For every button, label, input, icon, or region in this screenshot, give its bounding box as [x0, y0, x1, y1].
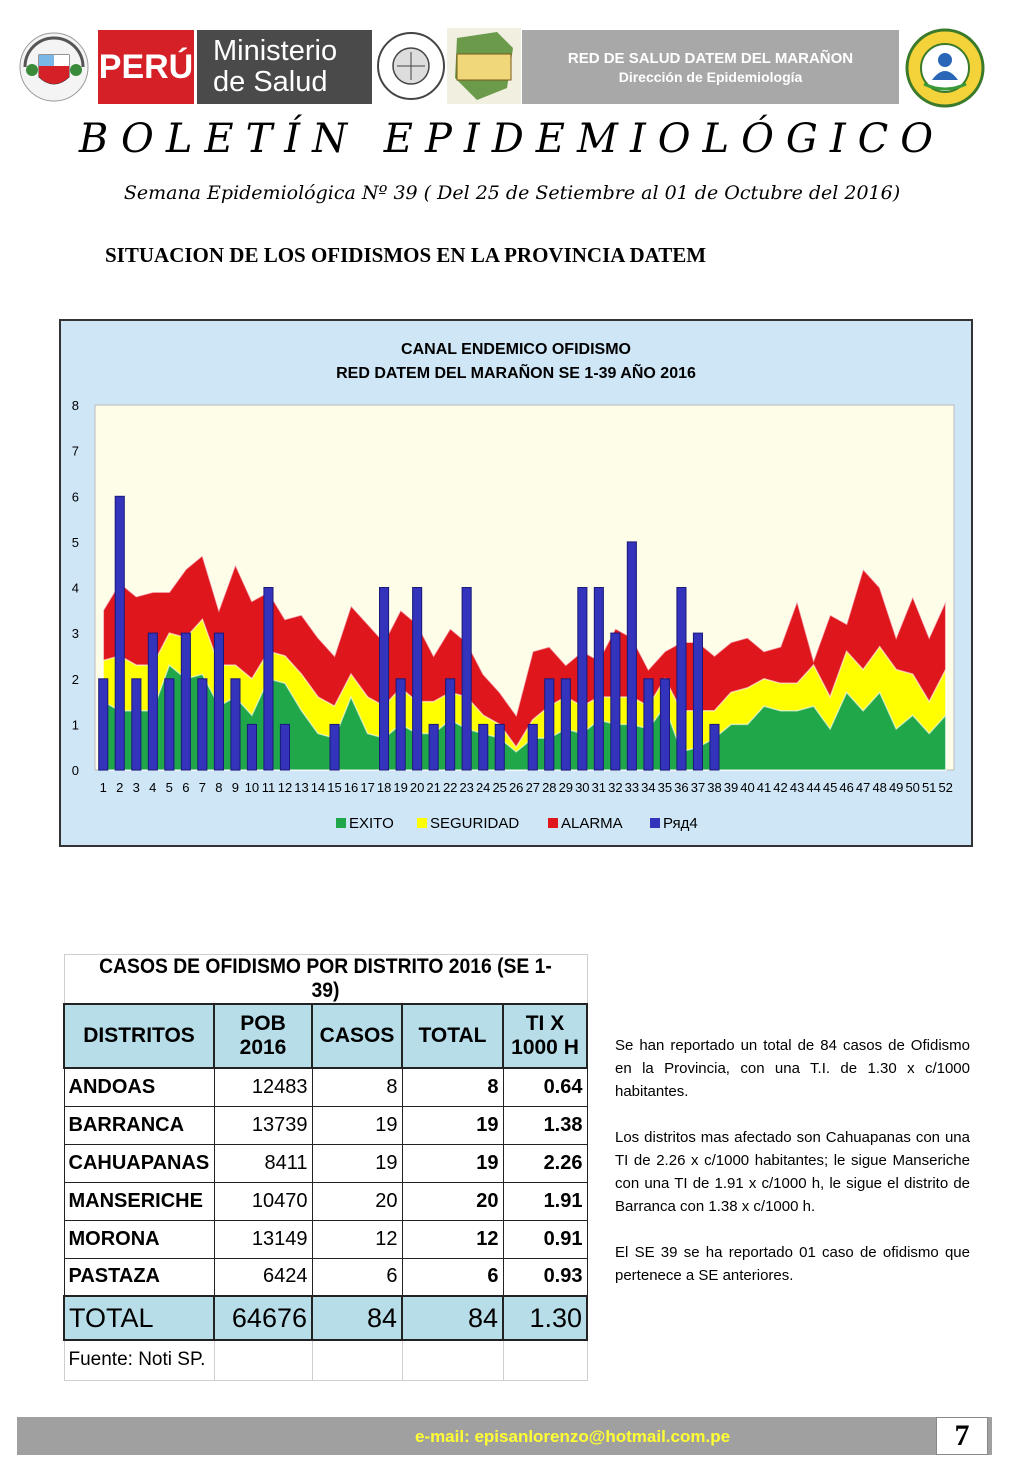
district-cases: 19: [312, 1144, 402, 1182]
table-row: [64, 1144, 587, 1182]
x-tick-label: 47: [855, 780, 871, 795]
peru-logo: [98, 30, 194, 104]
chart-legend: [336, 815, 698, 832]
legend-label: SEGURIDAD: [430, 815, 520, 832]
bar-week-6: [181, 633, 190, 770]
summary-text: [615, 1034, 970, 1310]
district-cases: 19: [312, 1106, 402, 1144]
district-cases: 8: [312, 1068, 402, 1106]
x-tick-label: 5: [165, 780, 173, 795]
district-pob: 8411: [214, 1144, 312, 1182]
x-tick-label: 35: [657, 780, 673, 795]
x-tick-label: 15: [327, 780, 342, 795]
y-tick-label: 1: [71, 717, 79, 733]
x-tick-label: 26: [508, 780, 524, 795]
legend-label: ALARMA: [561, 815, 623, 832]
bar-week-5: [165, 679, 174, 770]
legend-swatch: [417, 818, 427, 828]
bar-week-11: [264, 588, 273, 771]
district-pob: 13739: [214, 1106, 312, 1144]
summary-paragraph-2: Los distritos mas afectado son Cahuapanas con una TI de 2.26 x c/1000 habitantes; le sigue Manseriche con una TI de 1.91 x c/1000 h, le sigue el distrito de Barranca con 1.38 x c/1000 h.: [615, 1129, 970, 1215]
x-tick-label: 25: [492, 780, 507, 795]
bar-week-19: [396, 679, 405, 770]
x-tick-label: 42: [773, 780, 788, 795]
summary-paragraph-1: Se han reportado un total de 84 casos de Ofidismo en la Provincia, con una T.I. de 1.30 x c/1000 habitantes.: [615, 1037, 970, 1100]
x-tick-label: 12: [277, 780, 293, 795]
x-tick-label: 28: [542, 780, 557, 795]
table-row: [64, 1182, 587, 1220]
district-ti: 1.91: [503, 1182, 587, 1220]
x-tick-label: 29: [558, 780, 574, 795]
bar-week-37: [693, 633, 702, 770]
x-tick-label: 2: [116, 780, 124, 795]
district-name: PASTAZA: [64, 1258, 214, 1296]
district-total: 19: [402, 1106, 503, 1144]
ministry-logo: [197, 30, 372, 104]
district-name: MANSERICHE: [64, 1182, 214, 1220]
bar-week-30: [578, 588, 587, 771]
network-name: RED DE SALUD DATEM DEL MARAÑON: [567, 49, 854, 67]
district-name: ANDOAS: [64, 1068, 214, 1106]
district-cases: 12: [312, 1220, 402, 1258]
district-cases: 6: [312, 1258, 402, 1296]
table-total-row: [64, 1296, 587, 1340]
peru-coat-of-arms-icon: [14, 30, 94, 104]
x-tick-label: 51: [921, 780, 937, 795]
x-tick-label: 4: [149, 780, 157, 795]
ministry-line1: Ministerio: [213, 35, 338, 67]
bar-week-36: [677, 588, 686, 771]
chart-title-line2: RED DATEM DEL MARAÑON SE 1-39 AÑO 2016: [336, 365, 696, 382]
bar-week-31: [594, 588, 603, 771]
x-tick-label: 13: [294, 780, 309, 795]
district-ti: 0.64: [503, 1068, 587, 1106]
y-tick-label: 4: [71, 580, 79, 596]
bar-week-21: [429, 724, 438, 770]
x-tick-label: 41: [756, 780, 772, 795]
table-row: [64, 1220, 587, 1258]
x-tick-label: 45: [822, 780, 838, 795]
bar-week-23: [462, 588, 471, 771]
district-name: CAHUAPANAS: [64, 1144, 214, 1182]
district-total: 19: [402, 1144, 503, 1182]
x-tick-label: 43: [789, 780, 805, 795]
total-pob: 64676: [214, 1296, 312, 1340]
district-total: 8: [402, 1068, 503, 1106]
header-cases: CASOS: [312, 1004, 402, 1068]
bar-week-22: [446, 679, 455, 770]
bar-week-18: [380, 588, 389, 771]
bar-week-35: [660, 679, 669, 770]
district-pob: 10470: [214, 1182, 312, 1220]
x-tick-label: 6: [182, 780, 190, 795]
bulletin-subtitle: Semana Epidemiológica Nº 39 ( Del 25 de Setiembre al 01 de Octubre del 2016): [123, 182, 901, 204]
red-salud-datem-logo-icon: [904, 28, 986, 108]
bar-week-9: [231, 679, 240, 770]
x-tick-label: 44: [806, 780, 821, 795]
x-tick-label: 9: [231, 780, 240, 795]
x-tick-label: 18: [376, 780, 392, 795]
y-tick-label: 3: [71, 626, 79, 642]
bar-week-27: [528, 724, 537, 770]
x-tick-label: 48: [872, 780, 887, 795]
x-tick-label: 23: [459, 780, 474, 795]
district-pob: 6424: [214, 1258, 312, 1296]
bar-week-29: [561, 679, 570, 770]
total-cases: 84: [312, 1296, 402, 1340]
network-header-box: [522, 30, 899, 104]
x-tick-label: 11: [261, 780, 276, 795]
legend-swatch: [336, 818, 346, 828]
x-tick-label: 14: [310, 780, 326, 795]
peru-label: PERÚ: [98, 47, 194, 86]
x-tick-label: 1: [99, 780, 107, 795]
table-caption: CASOS DE OFIDISMO POR DISTRITO 2016 (SE 1-39): [85, 955, 566, 1005]
district-ti: 2.26: [503, 1144, 587, 1182]
district-total: 20: [402, 1182, 503, 1220]
x-tick-label: 19: [393, 780, 408, 795]
bar-week-15: [330, 724, 339, 770]
y-tick-label: 7: [71, 443, 79, 459]
bar-week-32: [611, 633, 620, 770]
bar-week-38: [710, 724, 719, 770]
bar-week-2: [115, 496, 124, 770]
ministry-line2: de Salud: [213, 66, 328, 98]
x-tick-label: 32: [608, 780, 623, 795]
total-label: TOTAL: [64, 1296, 214, 1340]
x-tick-label: 8: [215, 780, 223, 795]
x-tick-label: 31: [591, 780, 607, 795]
district-cases: 20: [312, 1182, 402, 1220]
bar-week-8: [214, 633, 223, 770]
x-tick-label: 20: [409, 780, 425, 795]
x-tick-label: 40: [740, 780, 755, 795]
table-row: [64, 1258, 587, 1296]
snakebite-cases-table: [63, 954, 588, 1381]
summary-paragraph-3: El SE 39 se ha reportado 01 caso de ofidismo que pertenece a SE anteriores.: [615, 1244, 970, 1284]
section-title: SITUACION DE LOS OFIDISMOS EN LA PROVINCIA DATEM: [105, 243, 707, 267]
x-tick-label: 30: [575, 780, 590, 795]
bar-week-10: [247, 724, 256, 770]
table-row: [64, 1106, 587, 1144]
header-total: TOTAL: [402, 1004, 503, 1068]
header-ti: TI X 1000 H: [503, 1004, 587, 1068]
x-tick-label: 24: [475, 780, 491, 795]
x-tick-label: 37: [690, 780, 706, 795]
x-tick-label: 52: [938, 780, 953, 795]
y-tick-label: 0: [71, 763, 79, 778]
district-ti: 0.91: [503, 1220, 587, 1258]
y-tick-label: 6: [71, 489, 79, 505]
x-tick-label: 16: [343, 780, 359, 795]
bar-week-20: [413, 588, 422, 771]
page-number: 7: [936, 1417, 988, 1455]
bar-week-3: [132, 679, 141, 770]
district-total: 6: [402, 1258, 503, 1296]
y-tick-label: 5: [71, 534, 79, 550]
bar-week-4: [148, 633, 157, 770]
dge-logo-icon: [447, 28, 521, 104]
y-tick-label: 2: [71, 671, 79, 687]
x-tick-label: 46: [839, 780, 854, 795]
district-name: MORONA: [64, 1220, 214, 1258]
legend-swatch: [548, 818, 558, 828]
x-tick-label: 38: [707, 780, 722, 795]
x-tick-label: 17: [360, 780, 375, 795]
district-ti: 0.93: [503, 1258, 587, 1296]
bar-week-33: [627, 542, 636, 770]
x-tick-label: 22: [442, 780, 458, 795]
x-tick-label: 27: [525, 780, 541, 795]
x-tick-label: 21: [426, 780, 441, 795]
legend-label: EXITO: [349, 815, 394, 832]
chart-title-line1: CANAL ENDEMICO OFIDISMO: [401, 341, 631, 358]
footer-email: e-mail: episanlorenzo@hotmail.com.pe: [414, 1427, 731, 1446]
district-name: BARRANCA: [64, 1106, 214, 1144]
legend-label: Ряд4: [663, 815, 698, 832]
x-tick-label: 34: [641, 780, 656, 795]
network-department: Dirección de Epidemiología: [618, 68, 803, 85]
district-pob: 13149: [214, 1220, 312, 1258]
x-tick-label: 39: [723, 780, 739, 795]
bar-week-7: [198, 679, 207, 770]
x-tick-label: 50: [905, 780, 920, 795]
x-tick-label: 49: [888, 780, 904, 795]
x-tick-label: 3: [132, 780, 140, 795]
bar-week-24: [479, 724, 488, 770]
y-tick-label: 8: [71, 398, 79, 413]
x-tick-label: 7: [198, 780, 207, 795]
district-total: 12: [402, 1220, 503, 1258]
endemic-channel-chart: [59, 319, 973, 847]
total-ti: 1.30: [503, 1296, 587, 1340]
header-pob: POB 2016: [214, 1004, 312, 1068]
legend-swatch: [650, 818, 660, 828]
bar-week-34: [644, 679, 653, 770]
bulletin-title: BOLETÍN EPIDEMIOLÓGICO: [78, 116, 946, 162]
renace-logo-icon: [375, 28, 447, 104]
district-ti: 1.38: [503, 1106, 587, 1144]
total-total: 84: [402, 1296, 503, 1340]
header-district: DISTRITOS: [64, 1004, 214, 1068]
bar-week-28: [545, 679, 554, 770]
table-row: [64, 1068, 587, 1106]
x-tick-label: 10: [244, 780, 260, 795]
table-source: Fuente: Noti SP.: [64, 1340, 214, 1380]
bar-week-1: [99, 679, 108, 770]
bar-week-25: [495, 724, 504, 770]
x-tick-label: 33: [624, 780, 640, 795]
bar-week-12: [280, 724, 289, 770]
x-tick-label: 36: [674, 780, 689, 795]
district-pob: 12483: [214, 1068, 312, 1106]
